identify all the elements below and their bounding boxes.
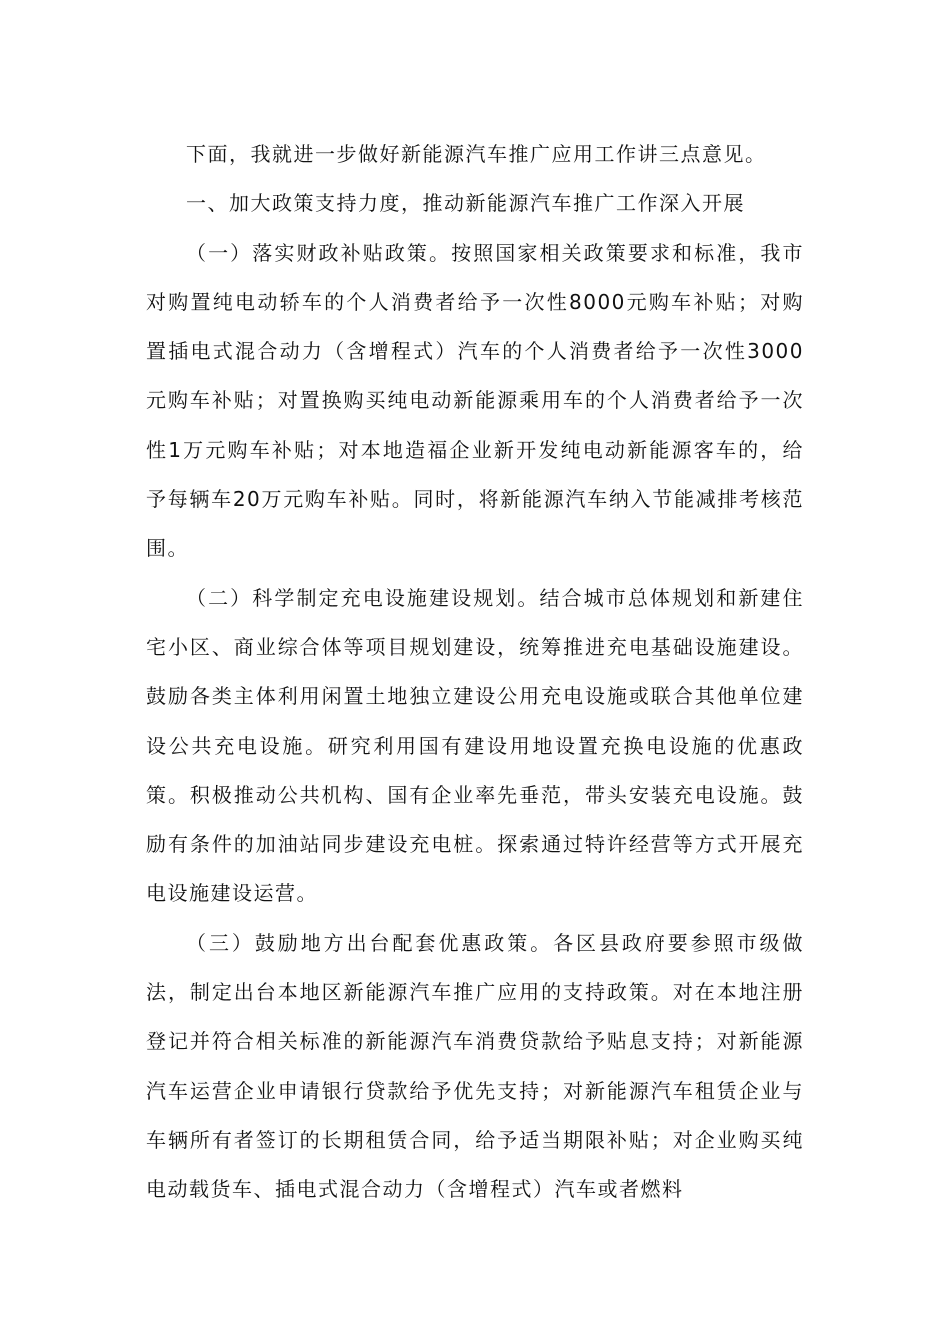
paragraph-intro: 下面，我就进一步做好新能源汽车推广应用工作讲三点意见。 xyxy=(186,142,767,166)
paragraph-fiscal-subsidy: （一）落实财政补贴政策。按照国家相关政策要求和标准，我市对购置纯电动轿车的个人消费者给予一次性8000元购车补贴；对购置插电式混合动力（含增程式）汽车的个人消费者给予一次性3000元购车补贴；对置换购买纯电动新能源乘用车的个人消费者给予一次性1万元购车补贴；对本地造福企业新开发纯电动新能源客车的，给予每辆车20万元购车补贴。同时，将新能源汽车纳入节能减排考核范围。 xyxy=(146,240,804,561)
document-body xyxy=(146,130,804,1215)
section-heading-1: 一、加大政策支持力度，推动新能源汽车推广工作深入开展 xyxy=(186,191,745,216)
paragraph-charging-planning: （二）科学制定充电设施建设规划。结合城市总体规划和新建住宅小区、商业综合体等项目规划建设，统筹推进充电基础设施建设。鼓励各类主体利用闲置土地独立建设公用充电设施或联合其他单位建设公共充电设施。研究利用国有建设用地设置充换电设施的优惠政策。积极推动公共机构、国有企业率先垂范，带头安装充电设施。鼓励有条件的加油站同步建设充电桩。探索通过特许经营等方式开展充电设施建设运营。 xyxy=(146,585,804,906)
paragraph-local-policies: （三）鼓励地方出台配套优惠政策。各区县政府要参照市级做法，制定出台本地区新能源汽车推广应用的支持政策。对在本地注册登记并符合相关标准的新能源汽车消费贷款给予贴息支持；对新能源汽车运营企业申请银行贷款给予优先支持；对新能源汽车租赁企业与车辆所有者签订的长期租赁合同，给予适当期限补贴；对企业购买纯电动载货车、插电式混合动力（含增程式）汽车或者燃料 xyxy=(146,930,804,1202)
